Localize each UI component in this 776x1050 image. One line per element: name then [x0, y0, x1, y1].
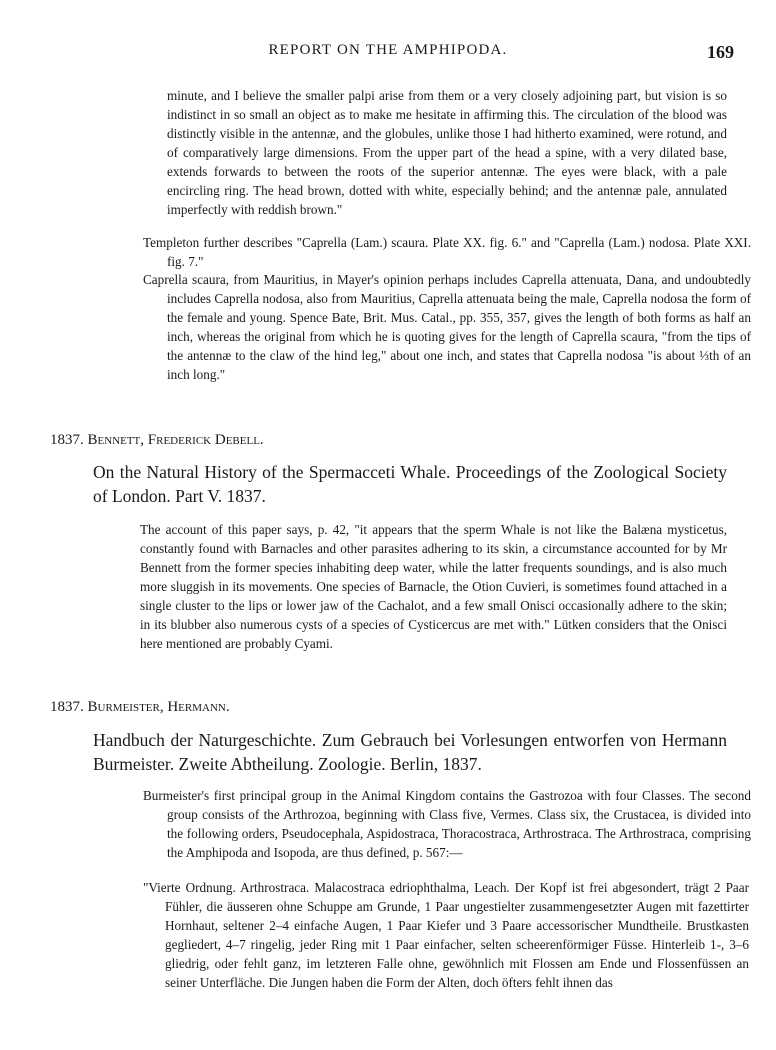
- quote-continuation: [167, 86, 727, 219]
- bennett-heading: 1837. Bennett, Frederick Debell.: [50, 432, 264, 448]
- page-header: [0, 42, 776, 68]
- page-number: 169: [707, 42, 734, 62]
- burmeister-title: Handbuch der Naturgeschichte. Zum Gebrauch bei Vorlesungen entworfen von Hermann Burmeister. Zweite Abtheilung. Zoologie. Berlin, 1837.: [93, 730, 727, 774]
- running-head: REPORT ON THE AMPHIPODA.: [268, 42, 508, 58]
- scaura-note: [143, 270, 751, 384]
- burmeister-heading: 1837. Burmeister, Hermann.: [50, 699, 230, 715]
- templeton-paragraph: Templeton further describes "Caprella (Lam.) scaura. Plate XX. fig. 6." and "Caprella (Lam.) nodosa. Plate XXI. fig. 7.": [143, 235, 751, 269]
- german-quote: "Vierte Ordnung. Arthrostraca. Malacostraca edriophthalma, Leach. Der Kopf ist frei abgesondert, trägt 2 Paar Fühler, die äusseren ohne Schuppe am Grunde, 1 Paar ungestielter zusammengesetzter Augen mit fazettirter Hornhaut, seltener 2–4 einfache Augen, 1 Paar Kiefer und 3 Paare accessorischer Mundtheile. Brustkasten gegliedert, 4–7 ringelig, jeder Ring mit 1 Paar einfacher, selten scheerenförmiger Füsse. Hinterleib 1-, 3–6 gliedrig, oder fehlt ganz, im letzteren Falle ohne, gewöhnlich mit Flossen am Ende und Flossenfüssen an seiner Unterfläche. Die Jungen haben die Form der Alten, doch öfters fehlt ihnen das: [143, 880, 749, 990]
- scaura-paragraph: Caprella scaura, from Mauritius, in Mayer's opinion perhaps includes Caprella attenuata, Dana, and undoubtedly includes Caprella nodosa, also from Mauritius, Caprella attenuata being the male, Caprella nodosa the form of the female and young. Spence Bate, Brit. Mus. Catal., pp. 355, 357, gives the length of both forms as half an inch, whereas the original from which he is quoting gives for the length of Caprella scaura, "from the tips of the antennæ to the claw of the hind leg," about one inch, and states that Caprella nodosa "is about ⅓th of an inch long.": [143, 272, 751, 382]
- bennett-title: On the Natural History of the Spermacceti Whale. Proceedings of the Zoological Society of London. Part V. 1837.: [93, 462, 727, 506]
- templeton-note: [143, 233, 751, 271]
- bennett-summary: The account of this paper says, p. 42, "it appears that the sperm Whale is not like the Balæna mysticetus, constantly found with Barnacles and other parasites adhering to its skin, a circumstance accounted for by Mr Bennett from the former species inhabiting deep water, while the latter frequents soundings, and is also much more sluggish in its movements. One species of Barnacle, the Otion Cuvieri, is sometimes found attached in a single cluster to the lips or lower jaw of the Cachalot, and a few small Onisci occasionally adhere to the skin; in its blubber also numerous cysts of a species of Cysticercus are met with." Lütken considers that the Onisci here mentioned are probably Cyami.: [140, 522, 727, 651]
- burmeister-summary: Burmeister's first principal group in the Animal Kingdom contains the Gastrozoa with four Classes. The second group consists of the Arthrozoa, beginning with Class five, Vermes. Class six, the Crustacea, is divided into the following orders, Pseudocephala, Aspidostraca, Thoracostraca, Arthrostraca. The Arthrostraca, comprising the Amphipoda and Isopoda, are thus defined, p. 567:—: [143, 788, 751, 860]
- quote-paragraph: minute, and I believe the smaller palpi arise from them or a very closely adjoining part, but vision is so indistinct in so small an object as to make me hesitate in affirming this. The circulation of the blood was distinctly visible in the antennæ, and the globules, unlike those I had hitherto examined, were rotund, and of comparatively large dimensions. From the upper part of the head a spine, with a very dilated base, extends forwards to between the roots of the superior antennæ. The eyes were black, with a pale encircling ring. The head brown, dotted with white, especially behind; and the antennæ pale, annulated imperfectly with reddish brown.": [167, 88, 727, 217]
